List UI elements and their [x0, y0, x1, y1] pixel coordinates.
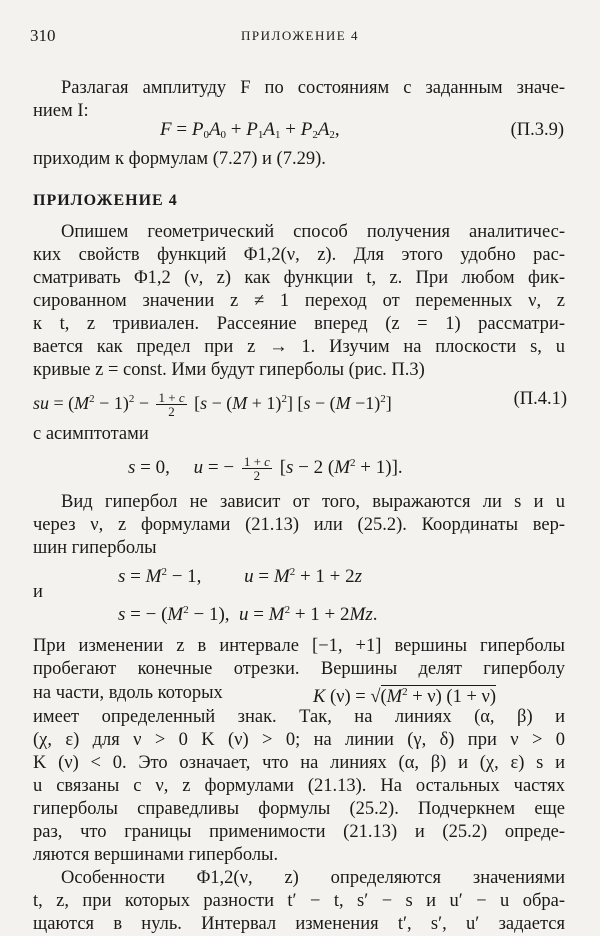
text-line: пробегают конечные отрезки. Вершины делят гиперболу — [33, 659, 565, 679]
page-number: 310 — [30, 26, 56, 45]
text-line: гиперболы справедливы формулы (25.2). Подчеркнем еще — [33, 799, 565, 819]
text-line: шин гиперболы — [33, 538, 157, 558]
running-title: ПРИЛОЖЕНИЕ 4 — [241, 28, 359, 43]
text-line — [33, 681, 565, 705]
text-line: Опишем геометрический способ получения аналитичес- — [61, 222, 565, 242]
equation-k-nu: K $(\nu) = √(M^2 + \nu) (1 + \nu)$ — [313, 686, 497, 707]
equation-number: (П.4.1) — [513, 389, 567, 409]
text-line: с асимптотами — [33, 424, 149, 444]
text-line: щаются в нуль. Интервал изменения t′, s′, u′ задается — [33, 914, 565, 934]
text-line: имеет определенный знак. Так, на линиях (α, β) и — [33, 707, 565, 727]
text-line: (χ, ε) для ν > 0 K (ν) > 0; на линии (γ, δ) при ν > 0 — [33, 730, 565, 750]
text-line: t, z, при которых разности t′ − t, s′ − s и u′ − u обра- — [33, 891, 565, 911]
text-line: вается как предел при z → 1. Изучим на плоскости s, u — [33, 337, 565, 357]
equation-p39: $F = P_0A_0 + P_1A_1 + P_2A_2$, — [160, 119, 340, 141]
text-line: кривые z = const. Ими будут гиперболы (рис. П.3) — [33, 360, 425, 380]
text-line: Особенности Φ1,2(ν, z) определяются значениями — [61, 868, 565, 888]
text-line: ляются вершинами гиперболы. — [33, 845, 279, 865]
text-line: Вид гипербол не зависит от того, выражаются ли s и u — [61, 492, 565, 512]
text-line: K (ν) < 0. Это означает, что на линиях (α, β) и (χ, ε) s и — [33, 753, 565, 773]
equation-asymptotes: s = 0, u = − $\frac{1 + c}{2}$ [s − 2 $(M^2 + 1)$]. — [128, 454, 403, 484]
section-heading: ПРИЛОЖЕНИЕ 4 — [33, 192, 178, 209]
text-line: раз, что границы применимости (21.13) и (25.2) опреде- — [33, 822, 565, 842]
text-line: u связаны с ν, z формулами (21.13). На остальных частях — [33, 776, 565, 796]
text-line: сматривать Φ1,2 (ν, z) как функции t, z. При любом фик- — [33, 268, 565, 288]
text-line: нием I: — [33, 101, 89, 121]
text-line: При изменении z в интервале [−1, +1] вершины гиперболы — [33, 636, 565, 656]
text-line: через ν, z формулами (21.13) или (25.2). Координаты вер- — [33, 515, 565, 535]
text-line: и — [33, 582, 43, 602]
text-line: приходим к формулам (7.27) и (7.29). — [33, 149, 326, 169]
text-line: ких свойств функций Φ1,2(ν, z). Для этого удобно рас- — [33, 245, 565, 265]
text-line: к t, z тривиален. Рассеяние вперед (z = 1) рассматри- — [33, 314, 565, 334]
equation-vertex-1: $s = M^2 - 1$, $u = M^2 + 1 + 2z$ — [118, 566, 363, 587]
equation-p41: su = $(M^2 - 1)^2$ − $\frac{1 + c}{2}$ $[s - (M + 1)^2]$ $[s - (M -1)^2]$ — [33, 390, 392, 420]
running-header — [30, 26, 570, 48]
text-line: сированном значении z ≠ 1 переход от переменных ν, z — [33, 291, 565, 311]
text-line: Разлагая амплитуду F по состояниям с заданным значе- — [61, 78, 565, 98]
text-fragment: на части, вдоль которых — [33, 683, 223, 703]
equation-number: (П.3.9) — [510, 120, 564, 140]
equation-vertex-2: s = − $(M^2 - 1)$, $u = M^2 + 1 + 2Mz$. — [118, 604, 378, 625]
